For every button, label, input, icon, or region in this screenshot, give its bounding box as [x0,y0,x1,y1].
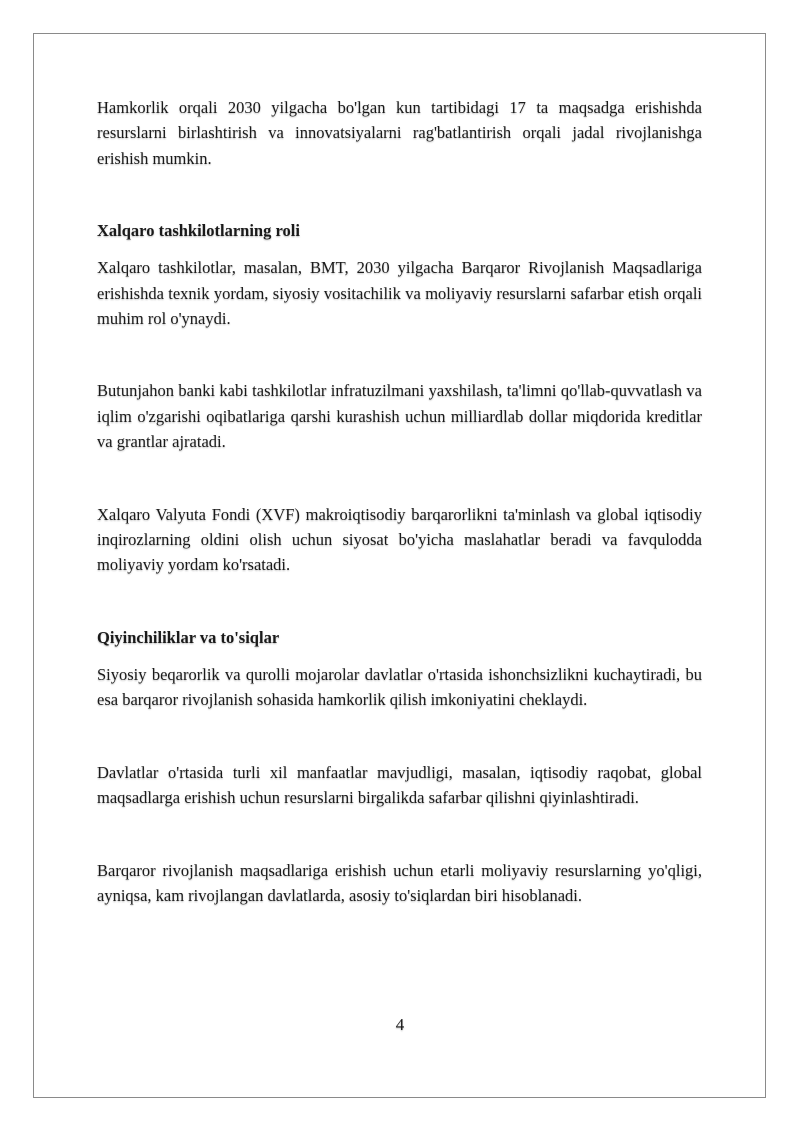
paragraph-world-bank: Butunjahon banki kabi tashkilotlar infratuzilmani yaxshilash, ta'limni qo'llab-quvvatlash va iqlim o'zgarishi oqibatlariga qarshi kurashish uchun milliardlab dollar miqdorida kreditlar va grantlar ajratadi. [97,381,702,452]
page-number: 4 [395,1015,405,1034]
heading-challenges: Qiyinchiliklar va to'siqlar [97,627,280,647]
paragraph-un-role: Xalqaro tashkilotlar, masalan, BMT, 2030 yilgacha Barqaror Rivojlanish Maqsadlariga erishishda texnik yordam, siyosiy vositachilik va moliyaviy resurslarni safarbar etish orqali muhim rol o'ynaydi. [97,258,702,329]
paragraph-financial-resources: Barqaror rivojlanish maqsadlariga erishish uchun etarli moliyaviy resurslarning yo'qligi, ayniqsa, kam rivojlangan davlatlarda, asosiy to'siqlardan biri hisoblanadi. [97,860,702,905]
paragraph-cooperation: Hamkorlik orqali 2030 yilgacha bo'lgan kun tartibidagi 17 ta maqsadga erishishda resurslarni birlashtirish va innovatsiyalarni rag'batlantirish orqali jadal rivojlanishga erishish mumkin. [97,98,702,168]
document-body [97,95,702,908]
paragraph-diverse-interests: Davlatlar o'rtasida turli xil manfaatlar mavjudligi, masalan, iqtisodiy raqobat, global maqsadlarga erishish uchun resurslarni birgalikda safarbar qilishni qiyinlashtiradi. [97,762,702,808]
heading-international-organizations: Xalqaro tashkilotlarning roli [97,221,300,241]
paragraph-imf: Xalqaro Valyuta Fondi (XVF) makroiqtisodiy barqarorlikni ta'minlash va global iqtisodiy inqirozlarning oldini olish uchun siyosat bo'yicha maslahatlar beradi va favqulodda moliyaviy yordam ko'rsatadi. [97,504,702,575]
paragraph-political-instability: Siyosiy beqarorlik va qurolli mojarolar davlatlar o'rtasida ishonchsizlikni kuchaytiradi, bu esa barqaror rivojlanish sohasida hamkorlik qilish imkoniyatini cheklaydi. [97,664,702,710]
